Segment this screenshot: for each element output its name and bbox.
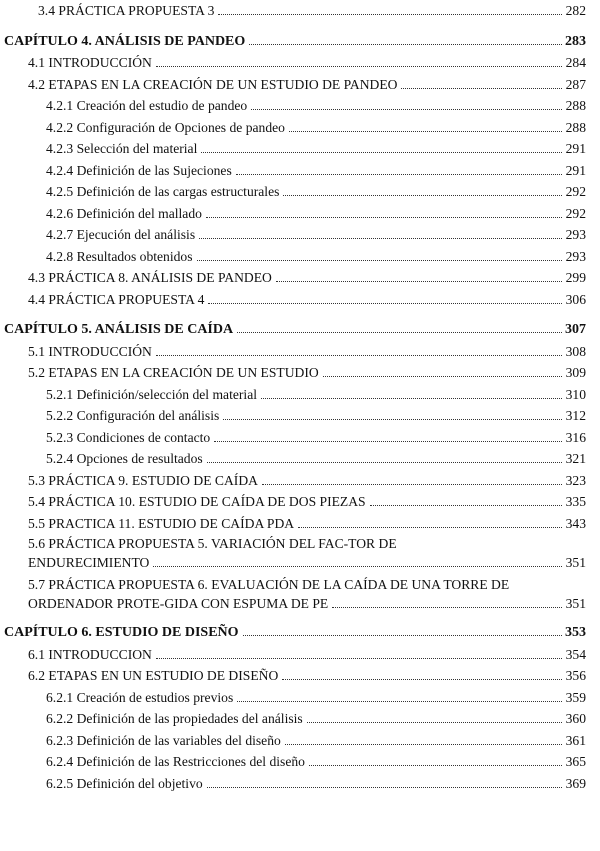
dot-leader	[243, 635, 562, 636]
toc-entry-page: 287	[565, 76, 586, 92]
toc-entry-page: 291	[565, 162, 586, 178]
toc-entry-page: 351	[565, 555, 586, 570]
toc-entry-title-line2: ORDENADOR PROTE-GIDA CON ESPUMA DE PE	[28, 596, 329, 611]
toc-entry	[28, 491, 586, 513]
toc-entry-title: 6.1 INTRODUCCION	[28, 644, 154, 666]
toc-entry	[38, 0, 586, 22]
dot-leader	[207, 787, 562, 788]
dot-leader	[236, 174, 562, 175]
toc-entry-page: 312	[565, 408, 586, 423]
dot-leader	[156, 355, 562, 356]
toc-entry-title: 5.1 INTRODUCCIÓN	[28, 341, 154, 363]
toc-subentry	[46, 181, 586, 203]
dot-leader	[261, 398, 562, 399]
toc-entry-title: 5.2.4 Opciones de resultados	[46, 448, 205, 470]
toc-entry	[28, 470, 586, 492]
toc-entry-title-line1: 5.7 PRÁCTICA PROPUESTA 6. EVALUACIÓN DE LA CAÍDA DE UNA TORRE DE	[28, 577, 510, 592]
toc-entry-title: 4.2.6 Definición del mallado	[46, 203, 204, 225]
chapter-heading	[4, 31, 586, 53]
toc-entry-page: 293	[565, 248, 586, 264]
toc-entry	[28, 74, 586, 96]
toc-entry-title: 6.2.4 Definición de las Restricciones del diseño	[46, 751, 307, 773]
chapter-heading	[4, 319, 586, 341]
toc-entry	[28, 665, 586, 687]
toc-entry-title: 6.2 ETAPAS EN UN ESTUDIO DE DISEÑO	[28, 665, 280, 687]
dot-leader	[276, 281, 562, 282]
dot-leader	[289, 131, 562, 132]
toc-subentry	[46, 730, 586, 752]
dot-leader	[214, 441, 562, 442]
toc-entry-title: 5.2.1 Definición/selección del material	[46, 384, 259, 406]
dot-leader	[208, 303, 562, 304]
toc-entry-title: 4.2.5 Definición de las cargas estructurales	[46, 181, 281, 203]
toc-entry-page: 365	[565, 754, 586, 769]
toc-entry	[28, 52, 586, 74]
dot-leader	[282, 679, 562, 680]
toc-entry-page: 292	[565, 205, 586, 221]
toc-entry-title: 4.2.3 Selección del material	[46, 138, 199, 160]
toc-entry-title: 5.3 PRÁCTICA 9. ESTUDIO DE CAÍDA	[28, 470, 260, 492]
toc-entry-page: 288	[565, 119, 586, 135]
toc-entry-title: 4.4 PRÁCTICA PROPUESTA 4	[28, 289, 206, 311]
toc-entry-page: 316	[565, 429, 586, 445]
toc-subentry	[46, 773, 586, 795]
toc-entry-page: 306	[565, 291, 586, 307]
dot-leader	[156, 66, 562, 67]
toc-entry-title: 4.2.8 Resultados obtenidos	[46, 246, 195, 268]
toc-subentry	[46, 448, 586, 470]
dot-leader	[197, 260, 562, 261]
dot-leader	[262, 484, 562, 485]
toc-entry-page: 293	[565, 227, 586, 242]
toc-entry-page: 343	[565, 515, 586, 531]
toc-entry-multiline	[28, 534, 586, 572]
toc-entry-page: 369	[565, 775, 586, 791]
toc-entry-page: 284	[565, 55, 586, 70]
toc-entry-title: 4.1 INTRODUCCIÓN	[28, 52, 154, 74]
toc-entry	[28, 267, 586, 289]
toc-entry	[28, 513, 586, 535]
dot-leader	[156, 658, 562, 659]
dot-leader	[298, 527, 562, 528]
toc-subentry	[46, 224, 586, 246]
toc-entry-page: 291	[565, 141, 586, 156]
chapter-heading	[4, 622, 586, 644]
toc-subentry	[46, 160, 586, 182]
toc-entry-page: 351	[565, 596, 586, 611]
toc-entry-title: 4.2.2 Configuración de Opciones de pandeo	[46, 117, 287, 139]
toc-entry-title: 4.2.4 Definición de las Sujeciones	[46, 160, 234, 182]
toc-entry	[28, 644, 586, 666]
toc-entry-page: 299	[565, 270, 586, 285]
toc-entry-title-line1: 5.6 PRÁCTICA PROPUESTA 5. VARIACIÓN DEL FAC-TOR DE	[28, 536, 397, 551]
toc-entry	[28, 341, 586, 363]
toc-entry-title: 3.4 PRÁCTICA PROPUESTA 3	[38, 0, 216, 22]
toc-entry-title: 6.2.5 Definición del objetivo	[46, 773, 205, 795]
toc-entry-title: 6.2.3 Definición de las variables del diseño	[46, 730, 283, 752]
toc-entry-title: 4.2.1 Creación del estudio de pandeo	[46, 95, 249, 117]
toc-entry-title: 5.2.3 Condiciones de contacto	[46, 427, 212, 449]
toc-entry-title: 4.3 PRÁCTICA 8. ANÁLISIS DE PANDEO	[28, 267, 274, 289]
toc-entry-page: 360	[565, 711, 586, 726]
toc-entry-page: 308	[565, 343, 586, 359]
toc-entry-page: 359	[565, 689, 586, 705]
dot-leader	[283, 195, 562, 196]
toc-subentry	[46, 405, 586, 427]
dot-leader	[309, 765, 562, 766]
dot-leader	[199, 238, 562, 239]
dot-leader	[237, 332, 562, 333]
chapter-title: CAPÍTULO 5. ANÁLISIS DE CAÍDA	[4, 319, 235, 341]
toc-subentry	[46, 117, 586, 139]
toc-entry-page: 309	[565, 365, 586, 380]
toc-entry-page: 292	[565, 184, 586, 199]
toc-entry-page: 356	[565, 668, 586, 683]
dot-leader	[323, 376, 562, 377]
toc-entry-page: 354	[565, 646, 586, 662]
dot-leader	[201, 152, 562, 153]
toc-subentry	[46, 427, 586, 449]
toc-subentry	[46, 751, 586, 773]
toc-entry-page: 310	[565, 386, 586, 402]
dot-leader	[251, 109, 562, 110]
chapter-page: 307	[565, 322, 586, 337]
dot-leader	[249, 44, 562, 45]
toc-entry-page: 321	[565, 451, 586, 466]
dot-leader	[307, 722, 562, 723]
toc-subentry	[46, 95, 586, 117]
dot-leader	[207, 462, 562, 463]
toc-subentry	[46, 138, 586, 160]
toc-entry-page: 335	[565, 494, 586, 509]
toc-entry	[28, 362, 586, 384]
dot-leader	[206, 217, 562, 218]
dot-leader	[223, 419, 562, 420]
toc-subentry	[46, 708, 586, 730]
dot-leader	[285, 744, 562, 745]
toc-entry-title: 5.2.2 Configuración del análisis	[46, 405, 221, 427]
toc-entry-title: 5.2 ETAPAS EN LA CREACIÓN DE UN ESTUDIO	[28, 362, 321, 384]
chapter-page: 283	[565, 33, 586, 49]
toc-entry-title: 6.2.1 Creación de estudios previos	[46, 687, 235, 709]
chapter-page: 353	[565, 625, 586, 640]
toc-entry-title: 4.2.7 Ejecución del análisis	[46, 224, 197, 246]
chapter-title: CAPÍTULO 4. ANÁLISIS DE PANDEO	[4, 31, 247, 53]
toc-entry	[28, 289, 586, 311]
dot-leader	[218, 14, 562, 15]
toc-subentry	[46, 203, 586, 225]
dot-leader	[370, 505, 562, 506]
toc-entry-title: 5.4 PRÁCTICA 10. ESTUDIO DE CAÍDA DE DOS PIEZAS	[28, 491, 368, 513]
toc-subentry	[46, 246, 586, 268]
toc-subentry	[46, 384, 586, 406]
toc-entry-page: 282	[565, 3, 586, 18]
toc-entry-title: 4.2 ETAPAS EN LA CREACIÓN DE UN ESTUDIO DE PANDEO	[28, 74, 399, 96]
toc-entry-page: 323	[565, 472, 586, 488]
toc-entry-page: 288	[565, 98, 586, 113]
toc-entry-title-line2: ENDURECIMIENTO	[28, 555, 150, 570]
dot-leader	[237, 701, 562, 702]
dot-leader	[332, 607, 562, 608]
toc-entry-title: 6.2.2 Definición de las propiedades del análisis	[46, 708, 305, 730]
toc-subentry	[46, 687, 586, 709]
dot-leader	[401, 88, 562, 89]
toc-entry-multiline	[28, 575, 586, 613]
dot-leader	[153, 566, 562, 567]
chapter-title: CAPÍTULO 6. ESTUDIO DE DISEÑO	[4, 622, 241, 644]
toc-entry-title: 5.5 PRACTICA 11. ESTUDIO DE CAÍDA PDA	[28, 513, 296, 535]
toc-entry-page: 361	[565, 732, 586, 748]
